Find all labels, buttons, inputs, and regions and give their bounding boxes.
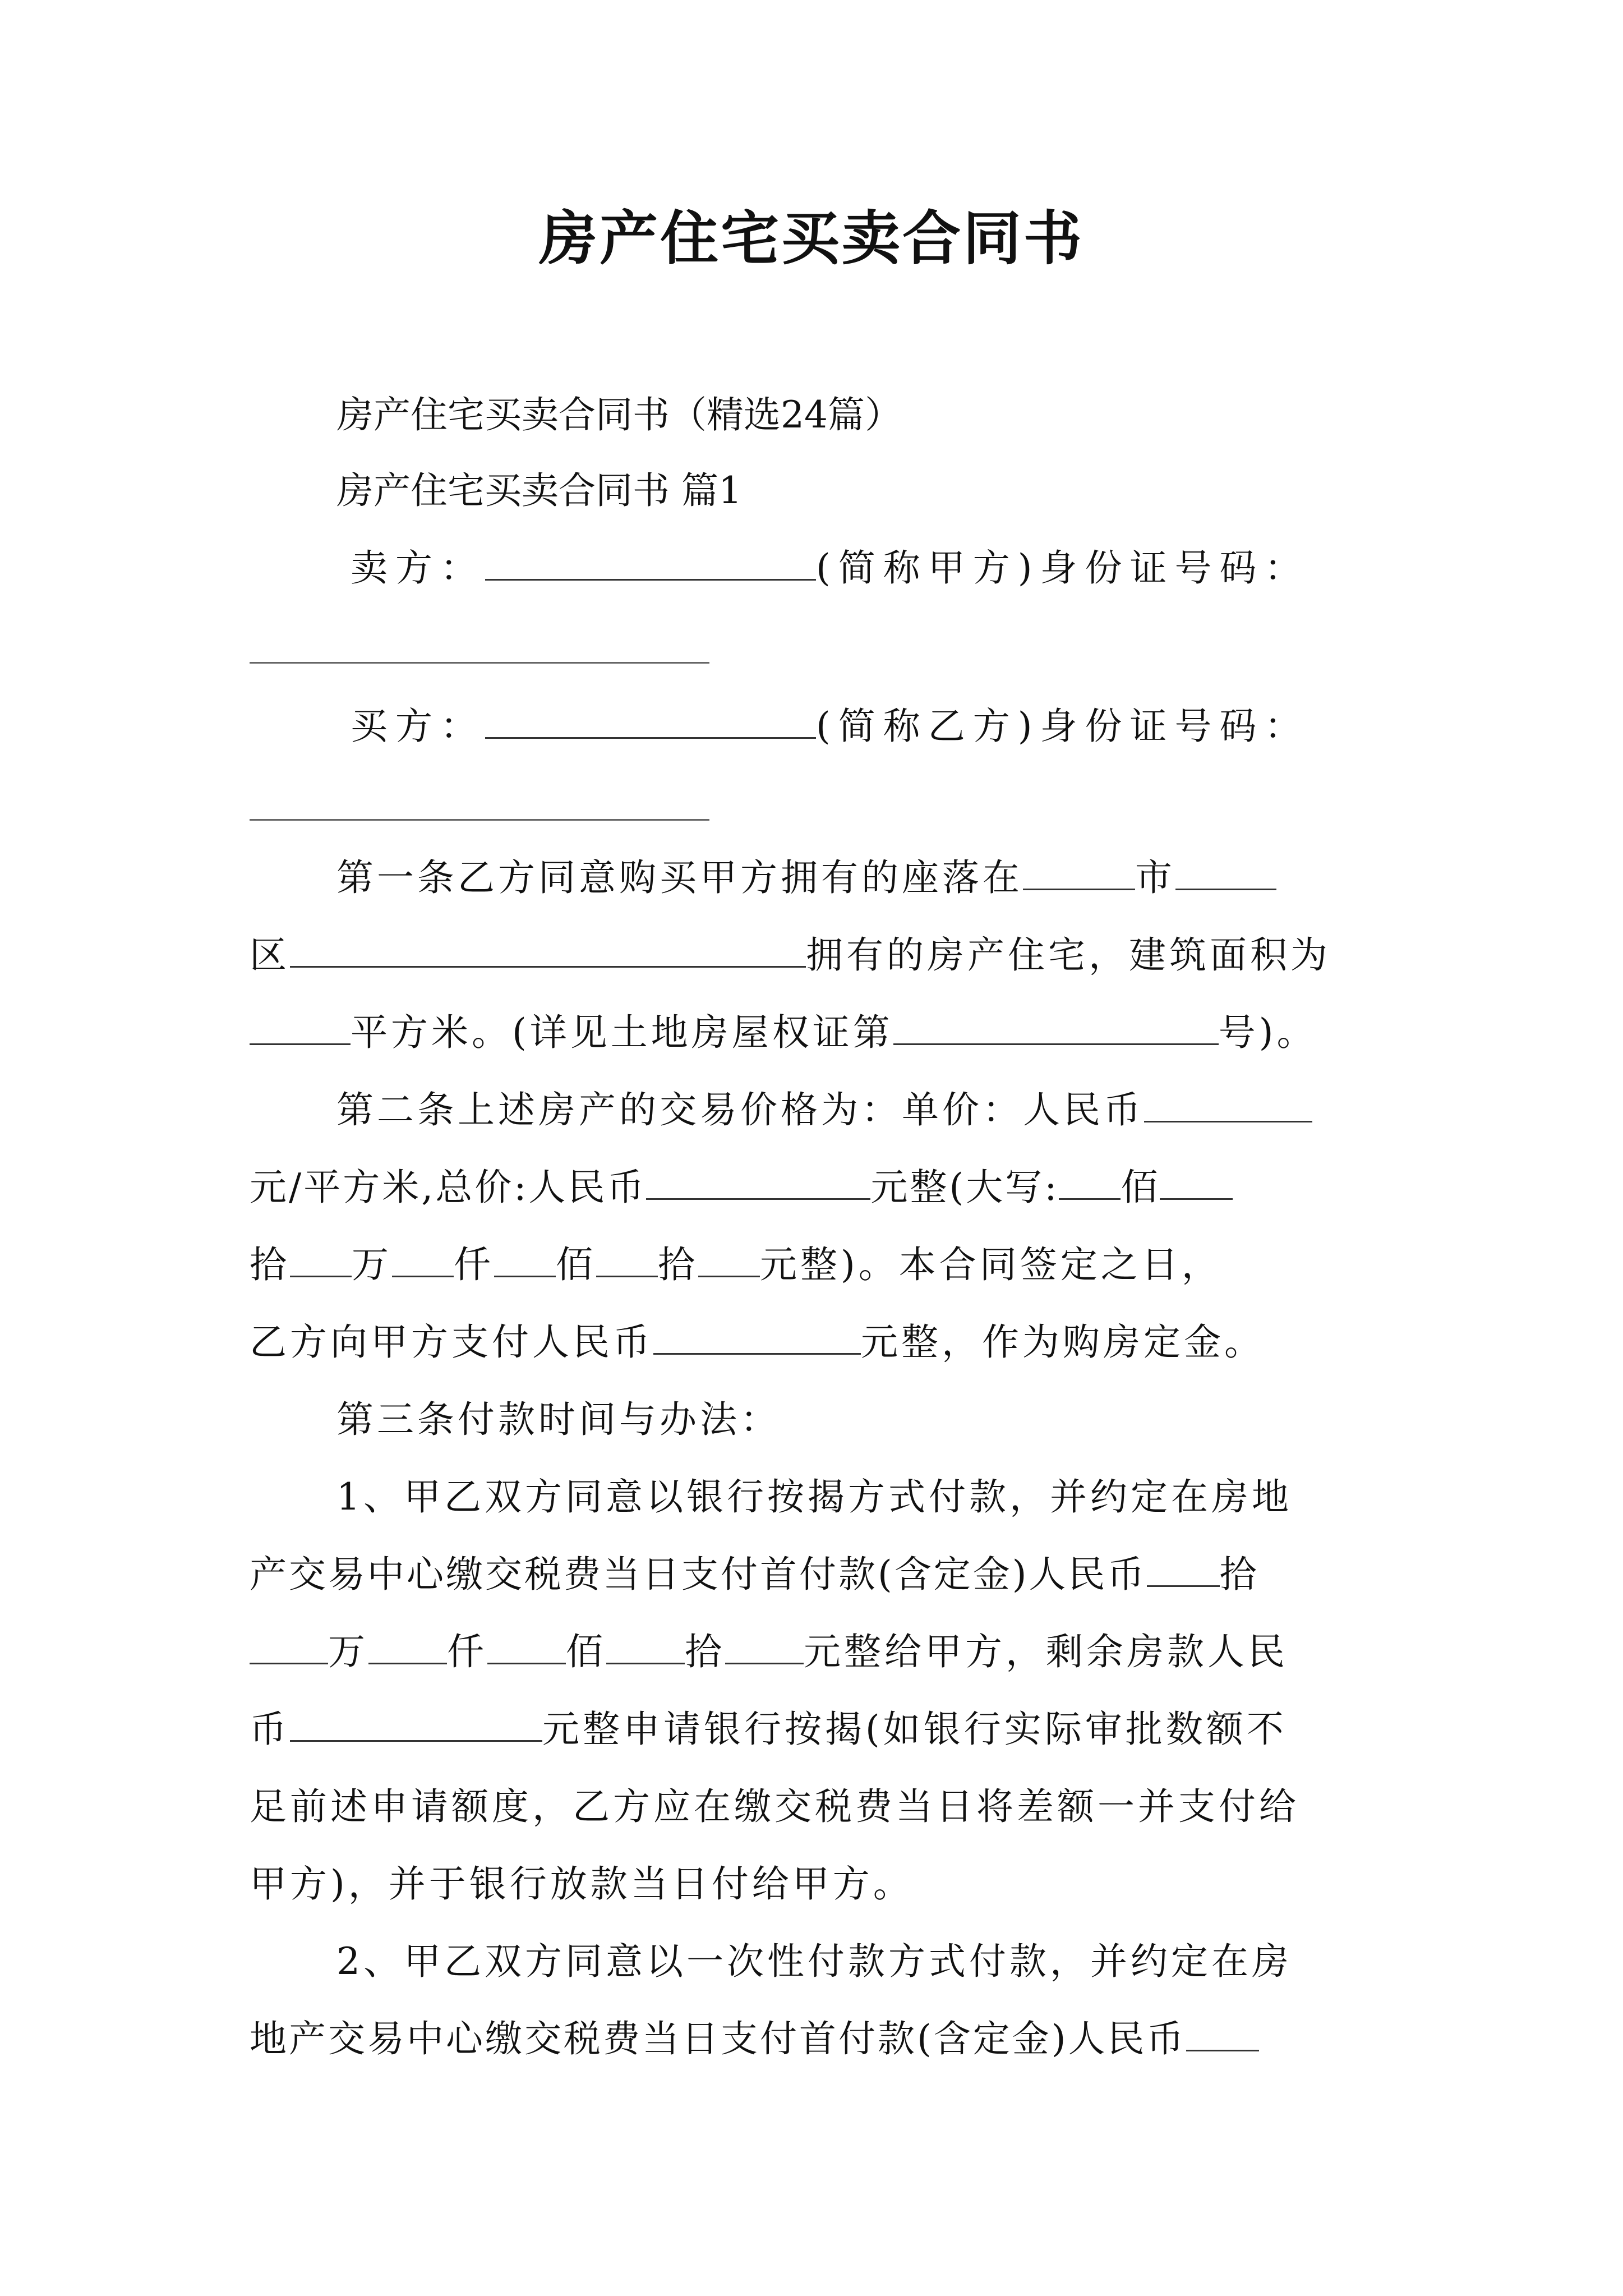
clause3-p1-line3 bbox=[250, 1627, 1288, 1677]
clause2-line4 bbox=[250, 1317, 1265, 1368]
unit-bai: 佰 bbox=[566, 1630, 606, 1673]
clause3-p1-line6: 甲方)，并于银行放款当日付给甲方。 bbox=[250, 1862, 914, 1906]
capital-blank bbox=[606, 1628, 685, 1664]
capital-blank bbox=[494, 1241, 556, 1277]
capital-blank bbox=[1186, 2015, 1259, 2051]
seller-line bbox=[351, 543, 1310, 593]
clause3-p1-line4 bbox=[250, 1704, 1287, 1755]
clause1-line2 bbox=[250, 930, 1331, 981]
deposit-blank bbox=[653, 1318, 861, 1355]
buyer-name-blank bbox=[485, 702, 816, 739]
district-pre-blank bbox=[1175, 854, 1276, 890]
capital-blank bbox=[250, 1628, 328, 1664]
capital-blank bbox=[368, 1628, 447, 1664]
currency-label: 币 bbox=[250, 1708, 290, 1751]
unit-bai: 佰 bbox=[556, 1243, 596, 1286]
clause2-line2 bbox=[250, 1162, 1233, 1213]
unit-shi: 拾 bbox=[250, 1243, 290, 1286]
clause1-text: 第一条乙方同意购买甲方拥有的座落在 bbox=[336, 856, 1023, 899]
area-blank bbox=[250, 1009, 351, 1045]
unit-bai: 佰 bbox=[1121, 1166, 1160, 1209]
unit-qian: 仟 bbox=[454, 1243, 494, 1286]
capital-blank bbox=[1147, 1550, 1220, 1587]
buyer-note: (简称乙方)身份证号码： bbox=[816, 705, 1310, 748]
seller-name-blank bbox=[485, 544, 816, 581]
buyer-label: 买方： bbox=[351, 705, 485, 748]
capital-blank bbox=[487, 1628, 566, 1664]
subtitle: 房产住宅买卖合同书（精选24篇） bbox=[336, 393, 902, 436]
capital-blank bbox=[290, 1241, 352, 1277]
clause3-p2-line2 bbox=[250, 2014, 1259, 2064]
capital-blank bbox=[596, 1241, 658, 1277]
clause1-line3 bbox=[250, 1007, 1317, 1058]
unit-shi: 拾 bbox=[1219, 1553, 1259, 1596]
address-blank bbox=[290, 931, 806, 968]
unit-qian: 仟 bbox=[447, 1630, 487, 1673]
unit-wan: 万 bbox=[328, 1630, 368, 1673]
clause3-heading: 第三条付款时间与办法： bbox=[336, 1398, 781, 1441]
lump-sum-text: 地产交易中心缴交税费当日支付首付款(含定金)人民币 bbox=[250, 2017, 1186, 2060]
remaining-text: 元整给甲方，剩余房款人民 bbox=[804, 1630, 1288, 1673]
cert-number-blank bbox=[893, 1009, 1219, 1045]
seller-label: 卖方： bbox=[351, 546, 485, 590]
unit-wan: 万 bbox=[352, 1243, 392, 1286]
document-title: 房产住宅买卖合同书 bbox=[538, 204, 1084, 273]
deposit-text: 乙方向甲方支付人民币 bbox=[250, 1320, 653, 1364]
unit-price-blank bbox=[1144, 1086, 1312, 1122]
clause3-p1-line5: 足前述申请额度，乙方应在缴交税费当日将差额一并支付给 bbox=[250, 1785, 1299, 1828]
capital-blank bbox=[698, 1241, 760, 1277]
clause1-line1 bbox=[336, 853, 1276, 903]
clause3-p2-line1: 2、甲乙双方同意以一次性付款方式付款，并约定在房 bbox=[336, 1940, 1292, 1983]
loan-amount-blank bbox=[290, 1705, 542, 1742]
clause2-text: 第二条上述房产的交易价格为：单价：人民币 bbox=[336, 1088, 1144, 1131]
unit-shi: 拾 bbox=[685, 1630, 725, 1673]
downpayment-text: 产交易中心缴交税费当日支付首付款(含定金)人民币 bbox=[250, 1553, 1147, 1596]
article-header: 房产住宅买卖合同书 篇1 bbox=[336, 469, 742, 512]
district-label: 区 bbox=[250, 933, 290, 977]
buyer-line bbox=[351, 701, 1310, 752]
clause1-cert-text: 平方米。(详见土地房屋权证第 bbox=[351, 1011, 893, 1054]
capital-blank bbox=[725, 1628, 804, 1664]
buyer-id-blank bbox=[250, 819, 709, 821]
city-label: 市 bbox=[1135, 856, 1175, 899]
clause2-line3 bbox=[250, 1240, 1222, 1290]
clause3-p1-line1: 1、甲乙双方同意以银行按揭方式付款，并约定在房地 bbox=[336, 1475, 1292, 1519]
capital-blank bbox=[392, 1241, 454, 1277]
city-blank bbox=[1023, 854, 1135, 890]
capital-blank bbox=[1160, 1163, 1233, 1200]
capital-blank bbox=[1059, 1163, 1121, 1200]
total-price-blank bbox=[646, 1163, 870, 1200]
loan-text: 元整申请银行按揭(如银行实际审批数额不 bbox=[542, 1708, 1287, 1751]
deposit-end: 元整，作为购房定金。 bbox=[861, 1320, 1265, 1364]
clause2-line1 bbox=[336, 1085, 1312, 1135]
clause1-area-text: 拥有的房产住宅，建筑面积为 bbox=[806, 933, 1331, 977]
seller-id-blank bbox=[250, 662, 709, 664]
clause2-sign-text: 元整)。本合同签定之日， bbox=[760, 1243, 1222, 1286]
unit-shi: 拾 bbox=[658, 1243, 698, 1286]
seller-note: (简称甲方)身份证号码： bbox=[816, 546, 1310, 590]
clause3-p1-line2 bbox=[250, 1549, 1259, 1600]
clause1-end: 号)。 bbox=[1218, 1011, 1317, 1054]
clause2-total-label: 元/平方米,总价:人民币 bbox=[250, 1166, 647, 1209]
clause2-capital-label: 元整(大写: bbox=[870, 1166, 1059, 1209]
